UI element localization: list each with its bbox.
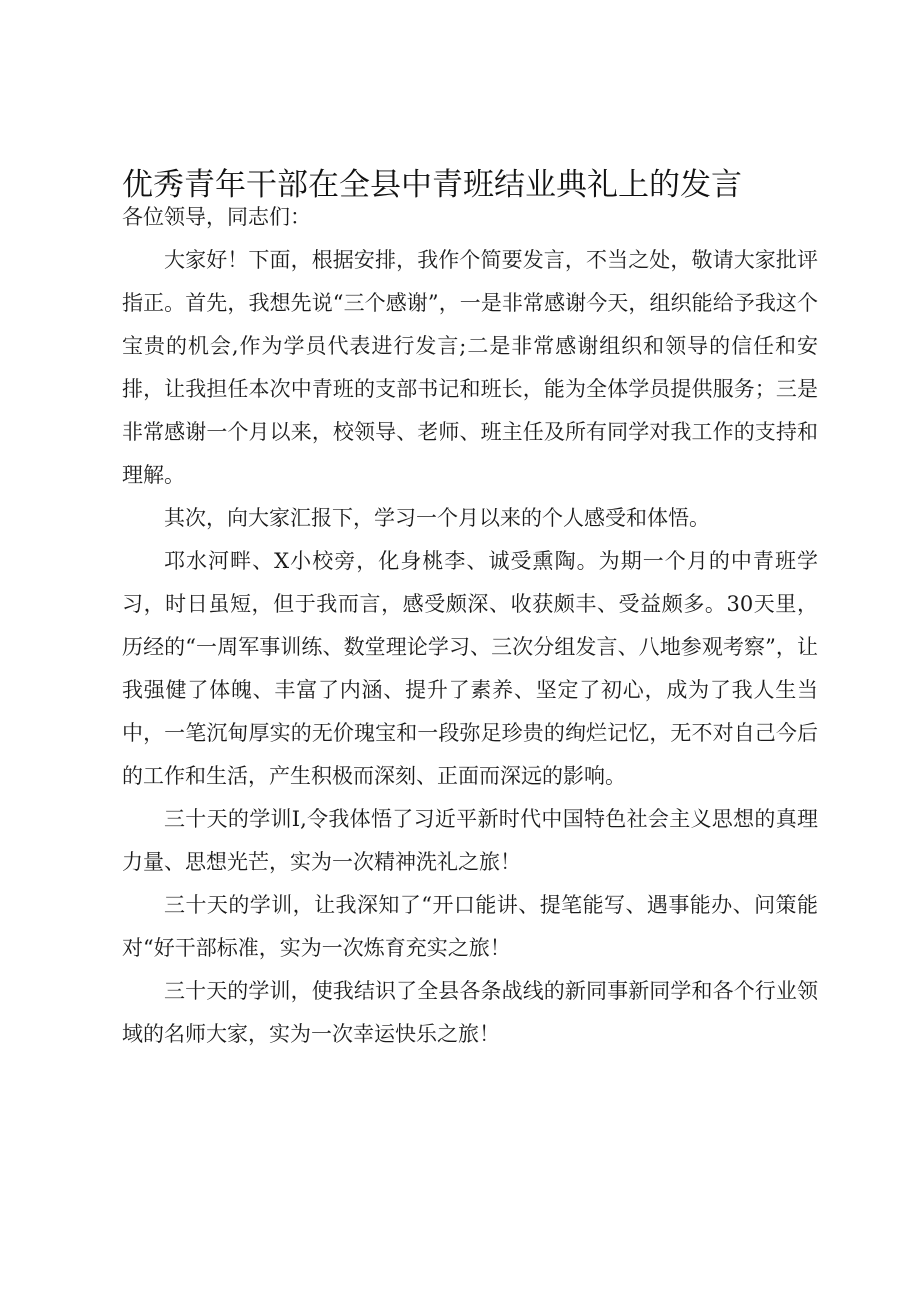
paragraph-training-standard: 三十天的学训，让我深知了“开口能讲、提笔能写、遇事能办、问策能对“好干部标准，实为一次炼育充实之旅！ — [122, 893, 818, 960]
document-body — [122, 196, 818, 1056]
paragraph-training-friends: 三十天的学训，使我结识了全县各条战线的新同事新同学和各个行业领域的名师大家，实为一次幸运快乐之旅！ — [122, 979, 818, 1046]
salutation: 各位领导，同志们： — [122, 205, 311, 229]
document-title: 优秀青年干部在全县中青班结业典礼上的发言 — [122, 167, 742, 203]
paragraph-experience: 邛水河畔、X小校旁，化身桃李、诚受熏陶。为期一个月的中青班学习，时日虽短，但于我而言，感受颇深、收获颇丰、受益颇多。30天里，历经的“一周军事训练、数堂理论学习、三次分组发言、八地参观考察”，让我强健了体魄、丰富了内涵、提升了素养、坚定了初心，成为了我人生当中，一笔沉甸厚实的无价瑰宝和一段弥足珍贵的绚烂记忆，无不对自己今后的工作和生活，产生积极而深刻、正面而深远的影响。 — [122, 549, 818, 788]
paragraph-greeting-thanks: 大家好！下面，根据安排，我作个简要发言，不当之处，敬请大家批评指正。首先，我想先说“三个感谢”，一是非常感谢今天，组织能给予我这个宝贵的机会,作为学员代表进行发言;二是非常感谢组织和领导的信任和安排，让我担任本次中青班的支部书记和班长，能为全体学员提供服务；三是非常感谢一个月以来，校领导、老师、班主任及所有同学对我工作的支持和理解。 — [122, 248, 818, 487]
paragraph-report-intro: 其次，向大家汇报下，学习一个月以来的个人感受和体悟。 — [164, 506, 710, 530]
paragraph-training-thought: 三十天的学训I,令我体悟了习近平新时代中国特色社会主义思想的真理力量、思想光芒，实为一次精神洗礼之旅！ — [122, 807, 818, 874]
